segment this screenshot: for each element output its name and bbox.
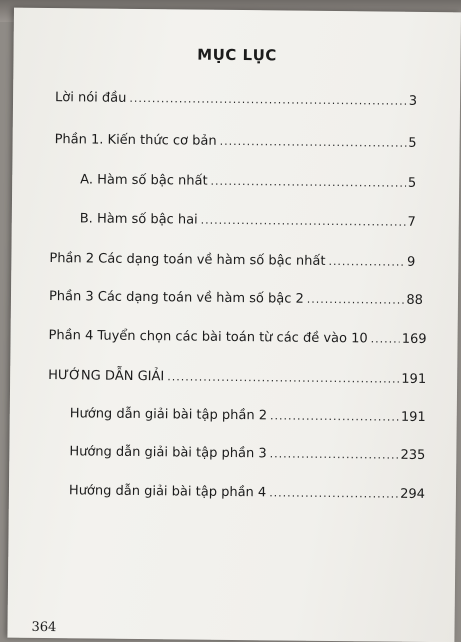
toc-entry-label: Phần 3 Các dạng toán về hàm số bậc 2 xyxy=(48,289,304,307)
toc-entry-label: Hướng dẫn giải bài tập phần 4 xyxy=(68,483,267,501)
toc-entry-part-4 xyxy=(49,328,427,347)
page-title: MỤC LỤC xyxy=(197,45,277,65)
toc-entry-label: Hướng dẫn giải bài tập phần 3 xyxy=(69,444,267,462)
dot-leader xyxy=(220,135,407,150)
page-number: 364 xyxy=(31,619,57,636)
toc-entry-page: 7 xyxy=(407,214,416,230)
dot-leader xyxy=(270,409,399,423)
toc-entry-label: Phần 4 Tuyển chọn các bài toán từ các đề vào 10 xyxy=(48,328,368,347)
book-page xyxy=(7,8,461,642)
dot-leader xyxy=(328,255,405,269)
toc-entry-label: B. Hàm số bậc hai xyxy=(79,211,198,228)
dot-leader xyxy=(307,293,405,307)
dot-leader xyxy=(371,332,400,345)
toc-entry-page: 5 xyxy=(408,135,417,151)
dot-leader xyxy=(211,175,406,190)
toc-entry-part-1a xyxy=(80,172,416,191)
toc-entry-label: Lời nói đầu xyxy=(54,90,127,106)
toc-entry-page: 9 xyxy=(407,254,416,270)
toc-entry-page: 191 xyxy=(400,409,426,425)
toc-entry-page: 294 xyxy=(400,486,426,502)
toc-entry-page: 3 xyxy=(408,93,418,109)
toc-entry-part-1b xyxy=(80,211,416,230)
toc-entry-label: HƯỚNG DẪN GIẢI xyxy=(48,368,165,385)
toc-entry-page: 169 xyxy=(401,331,427,347)
toc-entry-part-1 xyxy=(55,132,417,151)
toc-entry-label: Phần 1. Kiến thức cơ bản xyxy=(54,132,217,149)
toc-entry-label: Phần 2 Các dạng toán về hàm số bậc nhất xyxy=(49,251,326,269)
toc-entry-solutions-part-2 xyxy=(70,406,426,425)
toc-entry-page: 5 xyxy=(407,175,417,191)
dot-leader xyxy=(167,370,399,385)
toc-entry-label: Hướng dẫn giải bài tập phần 2 xyxy=(69,406,268,424)
toc-entry-solutions-part-3 xyxy=(69,444,425,463)
toc-entry-preface xyxy=(55,90,417,109)
toc-entry-solutions xyxy=(48,368,426,387)
toc-entry-page: 191 xyxy=(401,371,427,387)
toc-entry-part-3 xyxy=(49,289,423,308)
dot-leader xyxy=(270,447,399,461)
toc-entry-page: 235 xyxy=(400,447,426,463)
toc-entry-page: 88 xyxy=(406,292,424,308)
dot-leader xyxy=(269,486,398,500)
dot-leader xyxy=(129,92,406,108)
dot-leader xyxy=(201,214,406,229)
toc-entry-solutions-part-4 xyxy=(69,483,425,502)
toc-entry-label: A. Hàm số bậc nhất xyxy=(80,172,208,189)
toc-entry-part-2 xyxy=(49,251,415,270)
